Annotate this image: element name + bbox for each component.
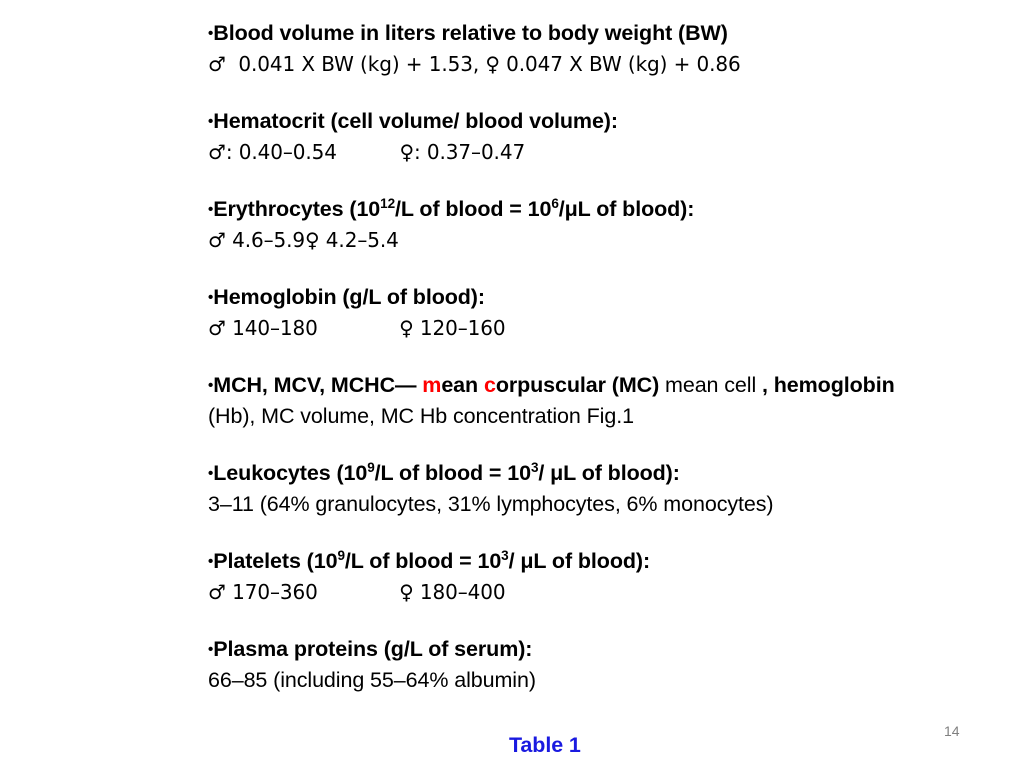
- heading-leukocytes-exponent-2: 3: [530, 459, 539, 475]
- values-leukocytes: 3–11 (64% granulocytes, 31% lymphocytes, 6% monocytes): [208, 492, 774, 516]
- heading-hemoglobin-text: Hemoglobin (g/L of blood):: [213, 285, 485, 309]
- heading-platelets-exponent-1: 9: [337, 547, 345, 563]
- heading-mch-part3: orpuscular (MC): [495, 373, 660, 397]
- heading-hematocrit: [208, 106, 998, 137]
- bullet-icon: •: [208, 113, 214, 130]
- heading-platelets: [208, 546, 998, 577]
- heading-erythrocytes-exponent-1: 12: [380, 195, 396, 211]
- heading-platelets-mid: /L of blood = 10: [344, 549, 502, 573]
- heading-leukocytes-mid: /L of blood = 10: [374, 461, 531, 485]
- values-plasma-proteins: 66–85 (including 55–64% albumin): [208, 668, 536, 692]
- heading-leukocytes-exponent-1: 9: [367, 459, 375, 475]
- bullet-icon: •: [208, 289, 214, 306]
- heading-platelets-suffix: / μL of blood):: [508, 549, 651, 573]
- heading-mch-highlight-c: c: [483, 373, 496, 397]
- bullet-icon: •: [208, 641, 214, 658]
- entry-erythrocytes: [208, 194, 998, 255]
- values-mch-mcv-mchc: (Hb), MC volume, MC Hb concentration Fig.1: [208, 404, 634, 428]
- heading-mch-part2: ean: [441, 373, 484, 397]
- heading-mch-part1: MCH, MCV, MCHC—: [213, 373, 423, 397]
- table-caption-link[interactable]: Table 1: [509, 733, 581, 757]
- heading-platelets-exponent-2: 3: [501, 547, 509, 563]
- heading-plasma-proteins: [208, 634, 998, 665]
- heading-erythrocytes-prefix: Erythrocytes (10: [213, 197, 381, 221]
- heading-mch-regular-text: mean cell: [659, 373, 763, 397]
- values-hemoglobin: ♂ 140–180 ♀ 120–160: [208, 316, 506, 340]
- heading-leukocytes: [208, 458, 998, 489]
- entry-hemoglobin: [208, 282, 998, 343]
- heading-mch-mcv-mchc: [208, 370, 998, 401]
- heading-mch-bold-tail: , hemoglobin: [762, 373, 895, 397]
- values-blood-volume: ♂ 0.041 X BW (kg) + 1.53, ♀ 0.047 X BW (kg) + 0.86: [208, 52, 741, 76]
- bullet-icon: •: [208, 201, 214, 218]
- entry-hematocrit: [208, 106, 998, 167]
- heading-blood-volume: [208, 18, 998, 49]
- entry-blood-volume: [208, 18, 998, 79]
- entry-plasma-proteins: [208, 634, 998, 695]
- heading-erythrocytes-suffix: /μL of blood):: [558, 197, 695, 221]
- bullet-icon: •: [208, 377, 214, 394]
- heading-plasma-proteins-text: Plasma proteins (g/L of serum):: [213, 637, 533, 661]
- heading-hematocrit-text: Hematocrit (cell volume/ blood volume):: [213, 109, 618, 133]
- values-hematocrit: ♂: 0.40–0.54 ♀: 0.37–0.47: [208, 140, 526, 164]
- heading-hemoglobin: [208, 282, 998, 313]
- heading-leukocytes-suffix: / μL of blood):: [538, 461, 680, 485]
- values-erythrocytes: ♂ 4.6–5.9♀ 4.2–5.4: [208, 228, 399, 252]
- entry-mch-mcv-mchc: [208, 370, 998, 431]
- bullet-icon: •: [208, 465, 214, 482]
- heading-platelets-prefix: Platelets (10: [213, 549, 338, 573]
- heading-erythrocytes-mid: /L of blood = 10: [395, 197, 552, 221]
- entry-platelets: [208, 546, 998, 607]
- bullet-icon: •: [208, 25, 214, 42]
- page-number: 14: [944, 723, 960, 739]
- heading-erythrocytes: [208, 194, 998, 225]
- heading-blood-volume-text: Blood volume in liters relative to body weight (BW): [213, 21, 728, 45]
- entry-leukocytes: [208, 458, 998, 519]
- values-platelets: ♂ 170–360 ♀ 180–400: [208, 580, 506, 604]
- heading-leukocytes-prefix: Leukocytes (10: [213, 461, 368, 485]
- heading-erythrocytes-exponent-2: 6: [551, 195, 559, 211]
- bullet-icon: •: [208, 553, 214, 570]
- slide-content-body: [208, 18, 998, 695]
- heading-mch-highlight-m: m: [422, 373, 442, 397]
